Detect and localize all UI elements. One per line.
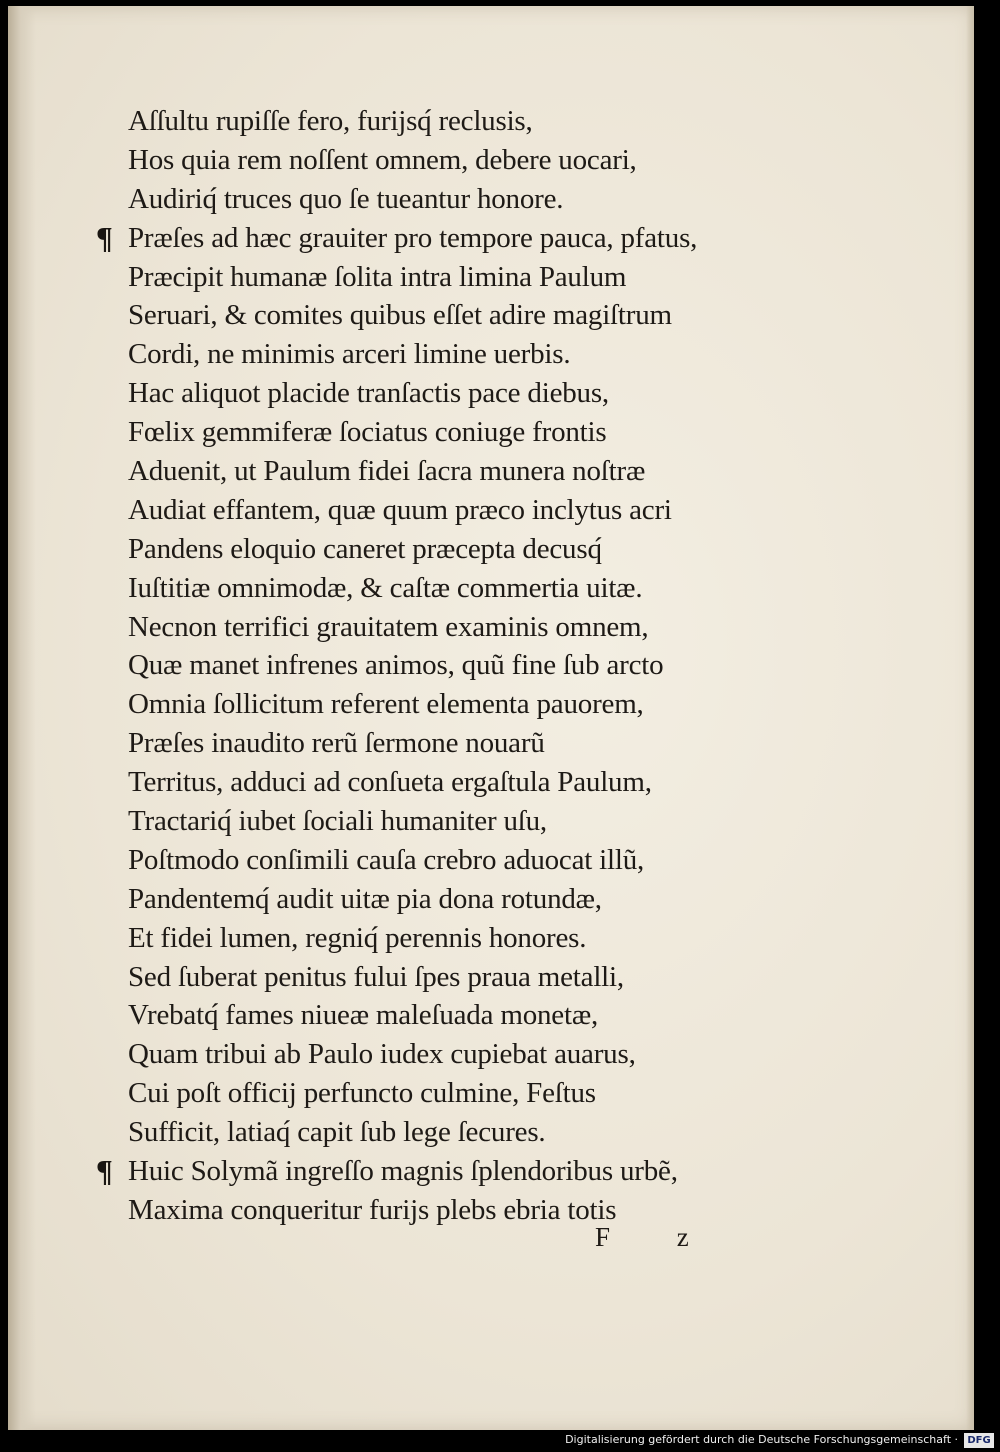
verse-line [88,219,888,258]
verse-line-text: Sed ſuberat penitus fului ſpes praua metalli, [128,960,624,993]
verse-line [88,1113,888,1152]
verse-line [88,569,888,608]
verse-line [88,530,888,569]
verse-line [88,646,888,685]
verse-line-text: Pandens eloquio caneret præcepta decusq́ [128,532,602,565]
verse-line [88,1152,888,1191]
verse-line-text: Hos quia rem noſſent omnem, debere uocari, [128,143,637,176]
verse-line-text: Cui poſt officij perfuncto culmine, Feſtus [128,1077,596,1110]
verse-line-text: Maxima conqueritur furijs plebs ebria totis [128,1193,617,1226]
verse-line-text: Audiriq́ truces quo ſe tueantur honore. [128,182,564,215]
verse-line [88,1191,888,1230]
verse-line-text: Hac aliquot placide tranſactis pace diebus, [128,377,609,410]
verse-line-text: Et fidei lumen, regniq́ perennis honores. [128,921,587,954]
verse-line [88,1074,888,1113]
verse-line [88,841,888,880]
verse-line [88,1035,888,1074]
verse-line [88,102,888,141]
verse-line-text: Omnia ſollicitum referent elementa pauorem, [128,688,644,721]
verse-line [88,374,888,413]
verse-line [88,763,888,802]
digitization-footer [0,1430,1000,1452]
page-gutter-shadow [8,6,36,1430]
verse-line-text: Sufficit, latiaq́ capit ſub lege ſecures. [128,1116,546,1149]
verse-line-text: Aduenit, ut Paulum fidei ſacra munera noſtræ [128,455,646,488]
verse-line-text: Pandentemq́ audit uitæ pia dona rotundæ, [128,882,602,915]
printer-signature-mark: F z [595,1222,719,1252]
verse-line [88,180,888,219]
verse-line [88,141,888,180]
verse-line [88,996,888,1035]
pilcrow-mark: ¶ [96,1153,113,1189]
verse-line [88,296,888,335]
book-page [8,6,974,1430]
verse-line [88,608,888,647]
verse-line-text: Poſtmodo conſimili cauſa crebro aduocat illũ, [128,843,645,876]
verse-line-text: Quam tribui ab Paulo iudex cupiebat auarus, [128,1038,636,1071]
verse-line-text: Fœlix gemmiferæ ſociatus coniuge frontis [128,416,607,449]
verse-line [88,802,888,841]
verse-line [88,258,888,297]
verse-line-text: Præcipit humanæ ſolita intra limina Paulum [128,260,627,293]
verse-line-text: Territus, adduci ad conſueta ergaſtula Paulum, [128,766,652,799]
verse-line-text: Iuſtitiæ omnimodæ, & caſtæ commertia uitæ. [128,571,643,604]
verse-line [88,491,888,530]
verse-line-text: Præſes inaudito rerũ ſermone nouarũ [128,727,545,760]
verse-line-text: Quæ manet infrenes animos, quũ fine ſub arcto [128,649,664,682]
verse-line [88,919,888,958]
verse-text-block [88,102,888,1230]
verse-line-text: Necnon terrifici grauitatem examinis omnem, [128,610,649,643]
verse-line-text: Huic Solymã ingreſſo magnis ſplendoribus urbẽ, [128,1155,678,1188]
verse-line [88,335,888,374]
pilcrow-mark: ¶ [96,219,113,255]
verse-line [88,413,888,452]
verse-line-text: Tractariq́ iubet ſociali humaniter uſu, [128,805,547,838]
verse-line [88,880,888,919]
verse-line [88,685,888,724]
dfg-logo: DFG [964,1433,994,1448]
verse-line-text: Præſes ad hæc grauiter pro tempore pauca, pfatus, [128,221,698,254]
verse-line-text: Audiat effantem, quæ quum præco inclytus acri [128,493,672,526]
verse-line-text: Vrebatq́ fames niueæ maleſuada monetæ, [128,999,599,1032]
verse-line-text: Aſſultu rupiſſe fero, furijsq́ reclusis, [128,105,533,137]
verse-line-text: Cordi, ne minimis arceri limine uerbis. [128,338,571,371]
verse-line [88,958,888,997]
funding-credit-text: Digitalisierung gefördert durch die Deutsche Forschungsgemeinschaft · [565,1433,958,1446]
verse-line [88,452,888,491]
verse-line-text: Seruari, & comites quibus eſſet adire magiſtrum [128,299,672,332]
page-edge-shadow [966,6,974,1430]
verse-line [88,724,888,763]
